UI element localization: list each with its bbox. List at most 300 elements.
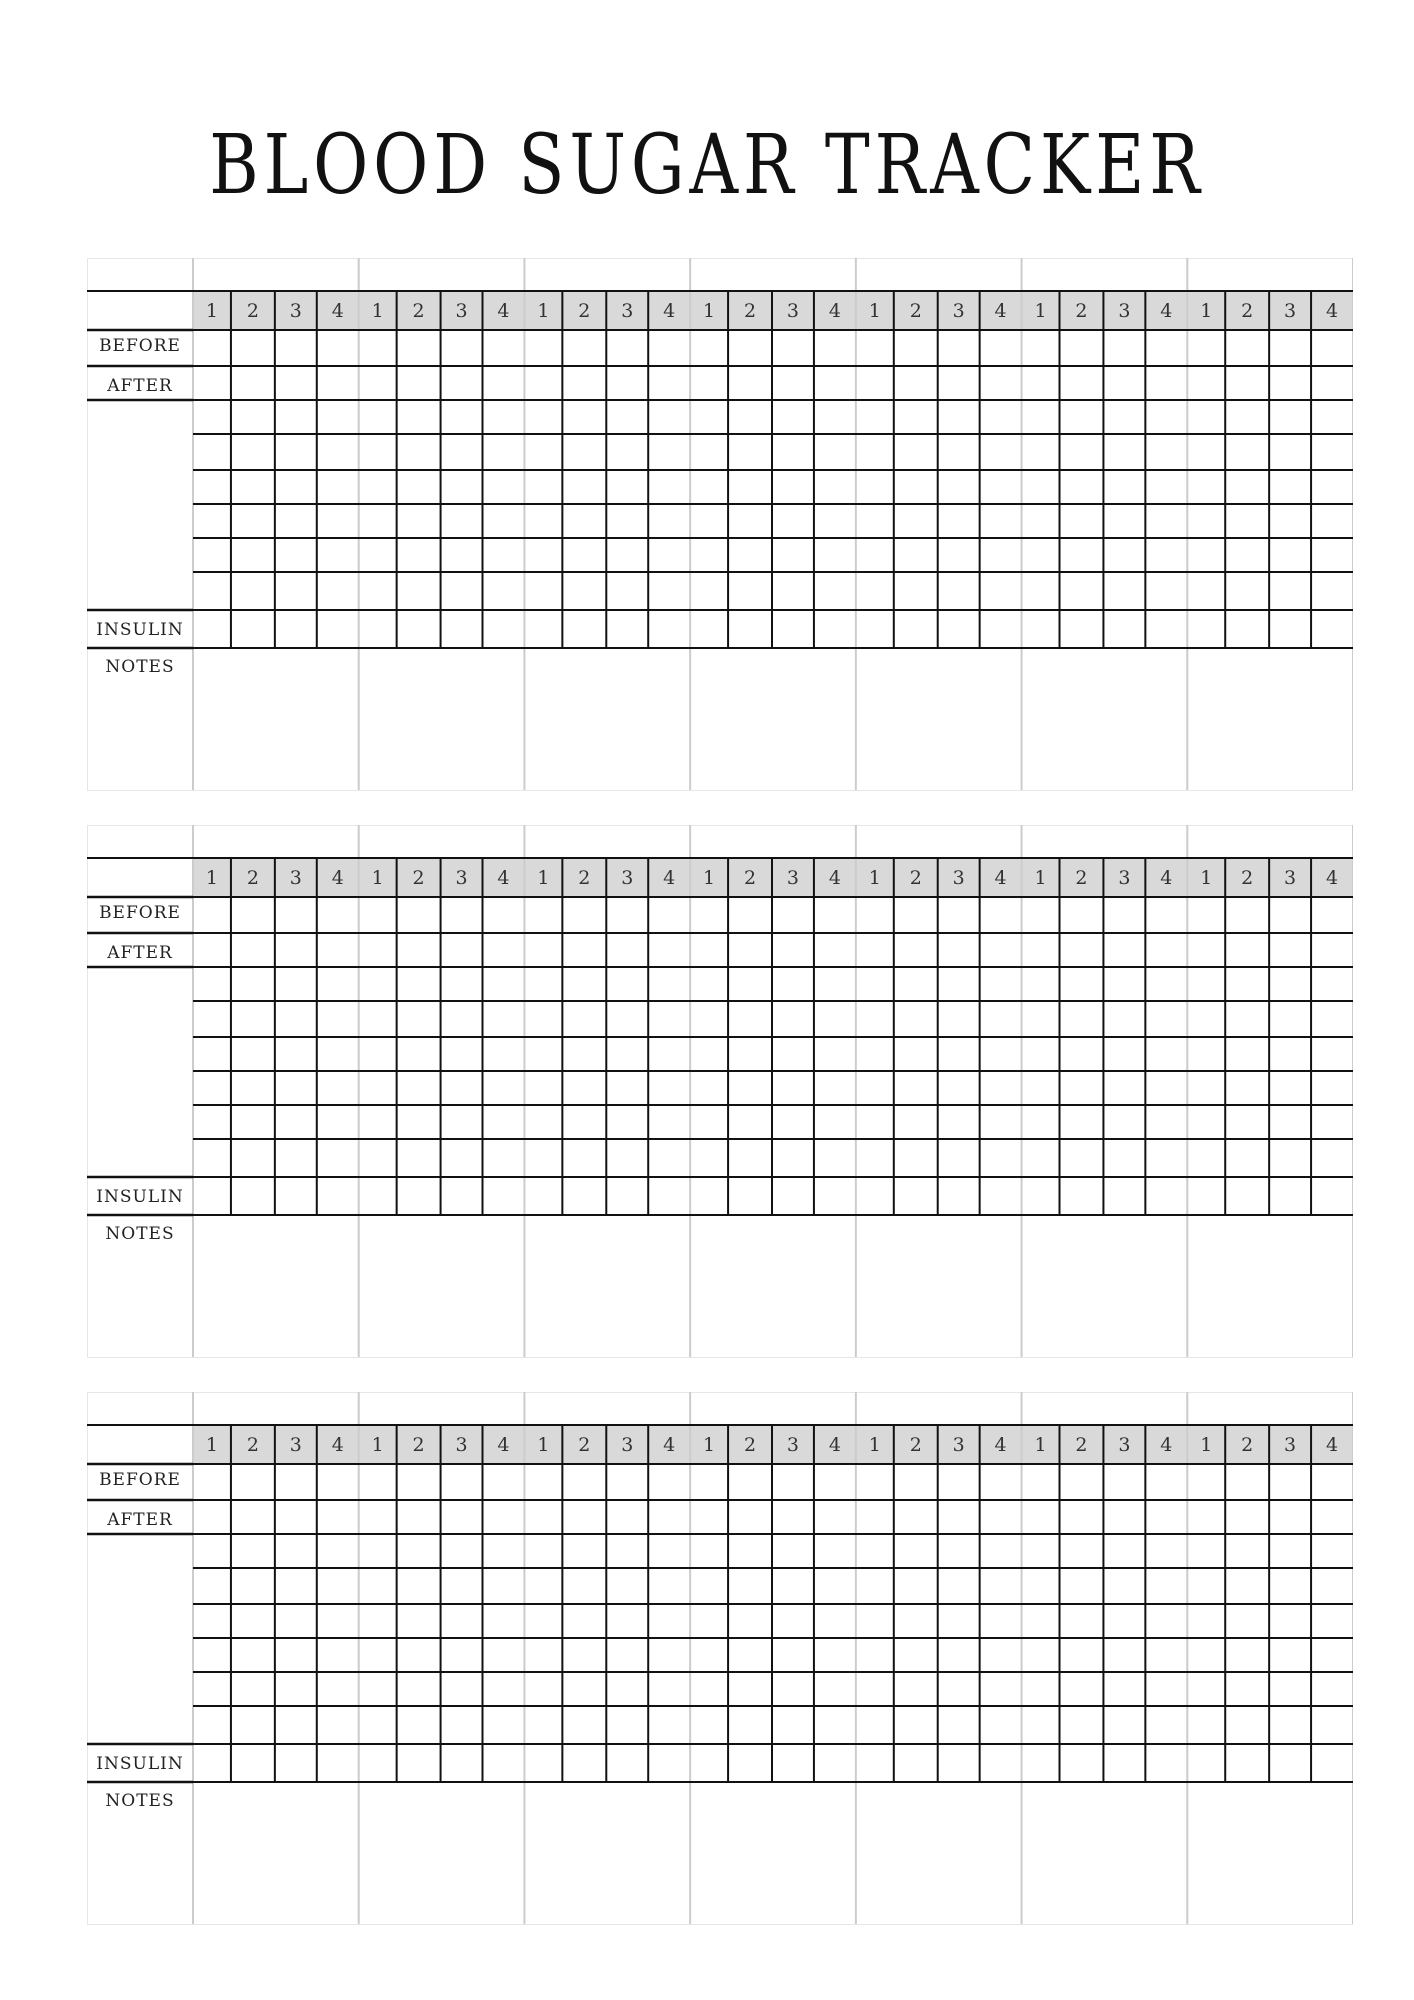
reading-cell[interactable] (231, 538, 275, 572)
insulin-cell[interactable] (894, 610, 938, 648)
after-cell[interactable] (1145, 366, 1187, 400)
insulin-cell[interactable] (562, 1744, 606, 1782)
reading-cell[interactable] (397, 504, 441, 538)
after-cell[interactable] (562, 1500, 606, 1534)
reading-cell[interactable] (980, 1105, 1022, 1139)
reading-cell[interactable] (894, 1638, 938, 1672)
after-cell[interactable] (690, 1500, 728, 1534)
reading-cell[interactable] (894, 572, 938, 610)
insulin-cell[interactable] (1103, 1744, 1145, 1782)
reading-cell[interactable] (1145, 1105, 1187, 1139)
reading-cell[interactable] (1022, 1534, 1060, 1568)
reading-cell[interactable] (483, 967, 525, 1001)
reading-cell[interactable] (728, 1568, 772, 1604)
reading-cell[interactable] (980, 470, 1022, 504)
reading-cell[interactable] (814, 1672, 856, 1706)
reading-cell[interactable] (728, 1604, 772, 1638)
reading-cell[interactable] (193, 967, 231, 1001)
reading-cell[interactable] (193, 1568, 231, 1604)
reading-cell[interactable] (648, 1071, 690, 1105)
reading-cell[interactable] (648, 1706, 690, 1744)
reading-cell[interactable] (606, 1139, 648, 1177)
reading-cell[interactable] (1269, 1534, 1311, 1568)
insulin-cell[interactable] (562, 1177, 606, 1215)
reading-cell[interactable] (1269, 1105, 1311, 1139)
reading-cell[interactable] (441, 1672, 483, 1706)
reading-cell[interactable] (772, 1037, 814, 1071)
reading-cell[interactable] (524, 1706, 562, 1744)
reading-cell[interactable] (980, 1139, 1022, 1177)
reading-cell[interactable] (856, 400, 894, 434)
before-cell[interactable] (606, 1464, 648, 1500)
reading-cell[interactable] (397, 967, 441, 1001)
reading-cell[interactable] (1225, 572, 1269, 610)
after-cell[interactable] (397, 933, 441, 967)
reading-cell[interactable] (856, 572, 894, 610)
reading-cell[interactable] (814, 1105, 856, 1139)
reading-cell[interactable] (317, 572, 359, 610)
insulin-cell[interactable] (606, 1744, 648, 1782)
reading-cell[interactable] (359, 1604, 397, 1638)
insulin-cell[interactable] (1187, 610, 1225, 648)
reading-cell[interactable] (1103, 538, 1145, 572)
reading-cell[interactable] (524, 1672, 562, 1706)
reading-cell[interactable] (690, 1071, 728, 1105)
reading-cell[interactable] (938, 1037, 980, 1071)
insulin-cell[interactable] (1145, 1177, 1187, 1215)
reading-cell[interactable] (606, 572, 648, 610)
reading-cell[interactable] (359, 1672, 397, 1706)
after-cell[interactable] (317, 366, 359, 400)
before-cell[interactable] (856, 330, 894, 366)
notes-area-day-4[interactable] (690, 1215, 856, 1357)
before-cell[interactable] (690, 330, 728, 366)
reading-cell[interactable] (894, 538, 938, 572)
reading-cell[interactable] (1225, 400, 1269, 434)
reading-cell[interactable] (606, 504, 648, 538)
reading-cell[interactable] (275, 538, 317, 572)
reading-cell[interactable] (894, 1534, 938, 1568)
before-cell[interactable] (397, 330, 441, 366)
reading-cell[interactable] (728, 538, 772, 572)
insulin-cell[interactable] (1145, 610, 1187, 648)
insulin-cell[interactable] (359, 610, 397, 648)
reading-cell[interactable] (980, 1706, 1022, 1744)
reading-cell[interactable] (524, 1071, 562, 1105)
reading-cell[interactable] (856, 1706, 894, 1744)
reading-cell[interactable] (1311, 1672, 1353, 1706)
reading-cell[interactable] (1311, 572, 1353, 610)
reading-cell[interactable] (894, 400, 938, 434)
after-cell[interactable] (856, 1500, 894, 1534)
reading-cell[interactable] (359, 434, 397, 470)
reading-cell[interactable] (1311, 1071, 1353, 1105)
before-cell[interactable] (856, 1464, 894, 1500)
reading-cell[interactable] (441, 1071, 483, 1105)
insulin-cell[interactable] (728, 610, 772, 648)
reading-cell[interactable] (1022, 967, 1060, 1001)
reading-cell[interactable] (231, 1037, 275, 1071)
before-cell[interactable] (193, 897, 231, 933)
reading-cell[interactable] (231, 1105, 275, 1139)
reading-cell[interactable] (1225, 504, 1269, 538)
after-cell[interactable] (1060, 1500, 1104, 1534)
after-cell[interactable] (1022, 366, 1060, 400)
reading-cell[interactable] (648, 538, 690, 572)
reading-cell[interactable] (1225, 538, 1269, 572)
reading-cell[interactable] (1311, 1105, 1353, 1139)
reading-cell[interactable] (980, 1638, 1022, 1672)
reading-cell[interactable] (1269, 1604, 1311, 1638)
reading-cell[interactable] (648, 572, 690, 610)
reading-cell[interactable] (1269, 1037, 1311, 1071)
before-cell[interactable] (856, 897, 894, 933)
reading-cell[interactable] (359, 504, 397, 538)
insulin-cell[interactable] (231, 1744, 275, 1782)
reading-cell[interactable] (1225, 1139, 1269, 1177)
reading-cell[interactable] (231, 1604, 275, 1638)
reading-cell[interactable] (690, 470, 728, 504)
reading-cell[interactable] (275, 1139, 317, 1177)
reading-cell[interactable] (772, 1638, 814, 1672)
before-cell[interactable] (1145, 897, 1187, 933)
reading-cell[interactable] (275, 1105, 317, 1139)
before-cell[interactable] (938, 330, 980, 366)
before-cell[interactable] (1145, 1464, 1187, 1500)
reading-cell[interactable] (1187, 1105, 1225, 1139)
insulin-cell[interactable] (524, 1177, 562, 1215)
reading-cell[interactable] (856, 538, 894, 572)
reading-cell[interactable] (483, 1105, 525, 1139)
reading-cell[interactable] (1060, 1706, 1104, 1744)
after-cell[interactable] (1187, 366, 1225, 400)
reading-cell[interactable] (193, 1672, 231, 1706)
before-cell[interactable] (524, 1464, 562, 1500)
reading-cell[interactable] (728, 1534, 772, 1568)
after-cell[interactable] (856, 933, 894, 967)
reading-cell[interactable] (317, 400, 359, 434)
reading-cell[interactable] (1269, 504, 1311, 538)
reading-cell[interactable] (980, 572, 1022, 610)
before-cell[interactable] (606, 330, 648, 366)
reading-cell[interactable] (1269, 1638, 1311, 1672)
reading-cell[interactable] (772, 1071, 814, 1105)
reading-cell[interactable] (814, 1139, 856, 1177)
reading-cell[interactable] (441, 1706, 483, 1744)
before-cell[interactable] (1060, 1464, 1104, 1500)
before-cell[interactable] (231, 897, 275, 933)
after-cell[interactable] (1311, 366, 1353, 400)
reading-cell[interactable] (1225, 1534, 1269, 1568)
after-cell[interactable] (193, 933, 231, 967)
reading-cell[interactable] (606, 1604, 648, 1638)
reading-cell[interactable] (894, 1071, 938, 1105)
before-cell[interactable] (1103, 1464, 1145, 1500)
insulin-cell[interactable] (1060, 610, 1104, 648)
reading-cell[interactable] (728, 1105, 772, 1139)
before-cell[interactable] (772, 897, 814, 933)
reading-cell[interactable] (1311, 1604, 1353, 1638)
reading-cell[interactable] (606, 434, 648, 470)
reading-cell[interactable] (562, 1604, 606, 1638)
insulin-cell[interactable] (275, 610, 317, 648)
after-cell[interactable] (562, 366, 606, 400)
after-cell[interactable] (772, 366, 814, 400)
reading-cell[interactable] (648, 1037, 690, 1071)
reading-cell[interactable] (606, 538, 648, 572)
reading-cell[interactable] (856, 1105, 894, 1139)
reading-cell[interactable] (1103, 967, 1145, 1001)
reading-cell[interactable] (606, 967, 648, 1001)
reading-cell[interactable] (397, 1568, 441, 1604)
reading-cell[interactable] (524, 538, 562, 572)
reading-cell[interactable] (1311, 1706, 1353, 1744)
reading-cell[interactable] (606, 1105, 648, 1139)
reading-cell[interactable] (275, 1638, 317, 1672)
reading-cell[interactable] (1187, 1672, 1225, 1706)
before-cell[interactable] (814, 1464, 856, 1500)
reading-cell[interactable] (938, 538, 980, 572)
reading-cell[interactable] (1022, 1071, 1060, 1105)
reading-cell[interactable] (980, 538, 1022, 572)
insulin-cell[interactable] (1311, 1177, 1353, 1215)
reading-cell[interactable] (193, 1105, 231, 1139)
reading-cell[interactable] (397, 1037, 441, 1071)
reading-cell[interactable] (1145, 504, 1187, 538)
notes-area-day-7[interactable] (1187, 648, 1353, 790)
reading-cell[interactable] (483, 1037, 525, 1071)
insulin-cell[interactable] (728, 1744, 772, 1782)
reading-cell[interactable] (397, 1105, 441, 1139)
reading-cell[interactable] (441, 504, 483, 538)
insulin-cell[interactable] (1225, 610, 1269, 648)
reading-cell[interactable] (980, 400, 1022, 434)
reading-cell[interactable] (1145, 1638, 1187, 1672)
reading-cell[interactable] (772, 1604, 814, 1638)
reading-cell[interactable] (772, 1105, 814, 1139)
reading-cell[interactable] (1187, 572, 1225, 610)
before-cell[interactable] (562, 897, 606, 933)
before-cell[interactable] (1187, 897, 1225, 933)
reading-cell[interactable] (606, 1534, 648, 1568)
before-cell[interactable] (1103, 330, 1145, 366)
after-cell[interactable] (728, 1500, 772, 1534)
insulin-cell[interactable] (772, 1744, 814, 1782)
insulin-cell[interactable] (690, 610, 728, 648)
reading-cell[interactable] (231, 1139, 275, 1177)
reading-cell[interactable] (317, 1139, 359, 1177)
reading-cell[interactable] (483, 434, 525, 470)
reading-cell[interactable] (856, 967, 894, 1001)
reading-cell[interactable] (814, 1638, 856, 1672)
reading-cell[interactable] (1060, 1139, 1104, 1177)
reading-cell[interactable] (980, 504, 1022, 538)
insulin-cell[interactable] (980, 610, 1022, 648)
reading-cell[interactable] (1145, 1037, 1187, 1071)
after-cell[interactable] (856, 366, 894, 400)
reading-cell[interactable] (1022, 470, 1060, 504)
insulin-cell[interactable] (690, 1177, 728, 1215)
before-cell[interactable] (317, 1464, 359, 1500)
after-cell[interactable] (1311, 1500, 1353, 1534)
notes-area-day-4[interactable] (690, 1782, 856, 1924)
insulin-cell[interactable] (397, 1744, 441, 1782)
reading-cell[interactable] (690, 400, 728, 434)
reading-cell[interactable] (1187, 1638, 1225, 1672)
notes-area-day-2[interactable] (359, 648, 525, 790)
reading-cell[interactable] (1022, 1706, 1060, 1744)
reading-cell[interactable] (1022, 1568, 1060, 1604)
reading-cell[interactable] (1060, 470, 1104, 504)
reading-cell[interactable] (359, 572, 397, 610)
before-cell[interactable] (441, 897, 483, 933)
reading-cell[interactable] (1060, 1604, 1104, 1638)
reading-cell[interactable] (317, 1672, 359, 1706)
after-cell[interactable] (1022, 1500, 1060, 1534)
after-cell[interactable] (524, 1500, 562, 1534)
reading-cell[interactable] (894, 967, 938, 1001)
reading-cell[interactable] (728, 470, 772, 504)
before-cell[interactable] (1187, 330, 1225, 366)
reading-cell[interactable] (1103, 1604, 1145, 1638)
reading-cell[interactable] (231, 572, 275, 610)
reading-cell[interactable] (397, 400, 441, 434)
reading-cell[interactable] (1311, 1001, 1353, 1037)
reading-cell[interactable] (690, 1001, 728, 1037)
reading-cell[interactable] (1225, 1105, 1269, 1139)
notes-area-day-7[interactable] (1187, 1215, 1353, 1357)
reading-cell[interactable] (193, 1706, 231, 1744)
reading-cell[interactable] (562, 1706, 606, 1744)
reading-cell[interactable] (441, 1638, 483, 1672)
notes-area-day-3[interactable] (524, 648, 690, 790)
reading-cell[interactable] (441, 1001, 483, 1037)
before-cell[interactable] (690, 1464, 728, 1500)
reading-cell[interactable] (1269, 1706, 1311, 1744)
after-cell[interactable] (1145, 933, 1187, 967)
insulin-cell[interactable] (1269, 1744, 1311, 1782)
before-cell[interactable] (648, 330, 690, 366)
before-cell[interactable] (1022, 330, 1060, 366)
reading-cell[interactable] (772, 538, 814, 572)
after-cell[interactable] (938, 933, 980, 967)
insulin-cell[interactable] (275, 1744, 317, 1782)
reading-cell[interactable] (606, 400, 648, 434)
after-cell[interactable] (894, 933, 938, 967)
reading-cell[interactable] (1187, 434, 1225, 470)
after-cell[interactable] (814, 366, 856, 400)
reading-cell[interactable] (231, 470, 275, 504)
after-cell[interactable] (648, 366, 690, 400)
insulin-cell[interactable] (938, 1744, 980, 1782)
reading-cell[interactable] (606, 470, 648, 504)
reading-cell[interactable] (193, 1604, 231, 1638)
reading-cell[interactable] (317, 1706, 359, 1744)
reading-cell[interactable] (524, 1638, 562, 1672)
reading-cell[interactable] (1311, 1139, 1353, 1177)
reading-cell[interactable] (772, 967, 814, 1001)
reading-cell[interactable] (441, 1604, 483, 1638)
after-cell[interactable] (1022, 933, 1060, 967)
after-cell[interactable] (606, 366, 648, 400)
reading-cell[interactable] (648, 434, 690, 470)
before-cell[interactable] (1311, 1464, 1353, 1500)
insulin-cell[interactable] (856, 610, 894, 648)
notes-area-day-5[interactable] (856, 648, 1022, 790)
before-cell[interactable] (606, 897, 648, 933)
insulin-cell[interactable] (1060, 1177, 1104, 1215)
notes-area-day-2[interactable] (359, 1782, 525, 1924)
reading-cell[interactable] (1103, 572, 1145, 610)
reading-cell[interactable] (772, 572, 814, 610)
reading-cell[interactable] (690, 434, 728, 470)
reading-cell[interactable] (1225, 1672, 1269, 1706)
after-cell[interactable] (524, 366, 562, 400)
reading-cell[interactable] (193, 1071, 231, 1105)
reading-cell[interactable] (1145, 572, 1187, 610)
insulin-cell[interactable] (1022, 1744, 1060, 1782)
reading-cell[interactable] (317, 1001, 359, 1037)
before-cell[interactable] (1022, 897, 1060, 933)
reading-cell[interactable] (317, 538, 359, 572)
after-cell[interactable] (1225, 933, 1269, 967)
reading-cell[interactable] (1060, 1534, 1104, 1568)
reading-cell[interactable] (1145, 967, 1187, 1001)
reading-cell[interactable] (728, 504, 772, 538)
reading-cell[interactable] (980, 1071, 1022, 1105)
notes-area-day-5[interactable] (856, 1782, 1022, 1924)
reading-cell[interactable] (441, 538, 483, 572)
before-cell[interactable] (1225, 1464, 1269, 1500)
after-cell[interactable] (772, 933, 814, 967)
before-cell[interactable] (193, 330, 231, 366)
after-cell[interactable] (483, 933, 525, 967)
insulin-cell[interactable] (231, 1177, 275, 1215)
insulin-cell[interactable] (275, 1177, 317, 1215)
reading-cell[interactable] (648, 1638, 690, 1672)
reading-cell[interactable] (1022, 1139, 1060, 1177)
reading-cell[interactable] (231, 1071, 275, 1105)
notes-area-day-5[interactable] (856, 1215, 1022, 1357)
reading-cell[interactable] (1103, 434, 1145, 470)
reading-cell[interactable] (1103, 470, 1145, 504)
reading-cell[interactable] (648, 967, 690, 1001)
insulin-cell[interactable] (317, 610, 359, 648)
before-cell[interactable] (441, 330, 483, 366)
reading-cell[interactable] (231, 967, 275, 1001)
before-cell[interactable] (275, 1464, 317, 1500)
before-cell[interactable] (483, 330, 525, 366)
after-cell[interactable] (1225, 1500, 1269, 1534)
reading-cell[interactable] (894, 1105, 938, 1139)
insulin-cell[interactable] (1311, 610, 1353, 648)
reading-cell[interactable] (690, 1139, 728, 1177)
after-cell[interactable] (1060, 366, 1104, 400)
reading-cell[interactable] (1145, 1534, 1187, 1568)
notes-area-day-3[interactable] (524, 1215, 690, 1357)
before-cell[interactable] (441, 1464, 483, 1500)
before-cell[interactable] (648, 897, 690, 933)
reading-cell[interactable] (1225, 967, 1269, 1001)
reading-cell[interactable] (317, 434, 359, 470)
reading-cell[interactable] (231, 434, 275, 470)
reading-cell[interactable] (275, 470, 317, 504)
reading-cell[interactable] (483, 1001, 525, 1037)
reading-cell[interactable] (814, 967, 856, 1001)
reading-cell[interactable] (814, 538, 856, 572)
reading-cell[interactable] (1145, 1139, 1187, 1177)
reading-cell[interactable] (275, 434, 317, 470)
